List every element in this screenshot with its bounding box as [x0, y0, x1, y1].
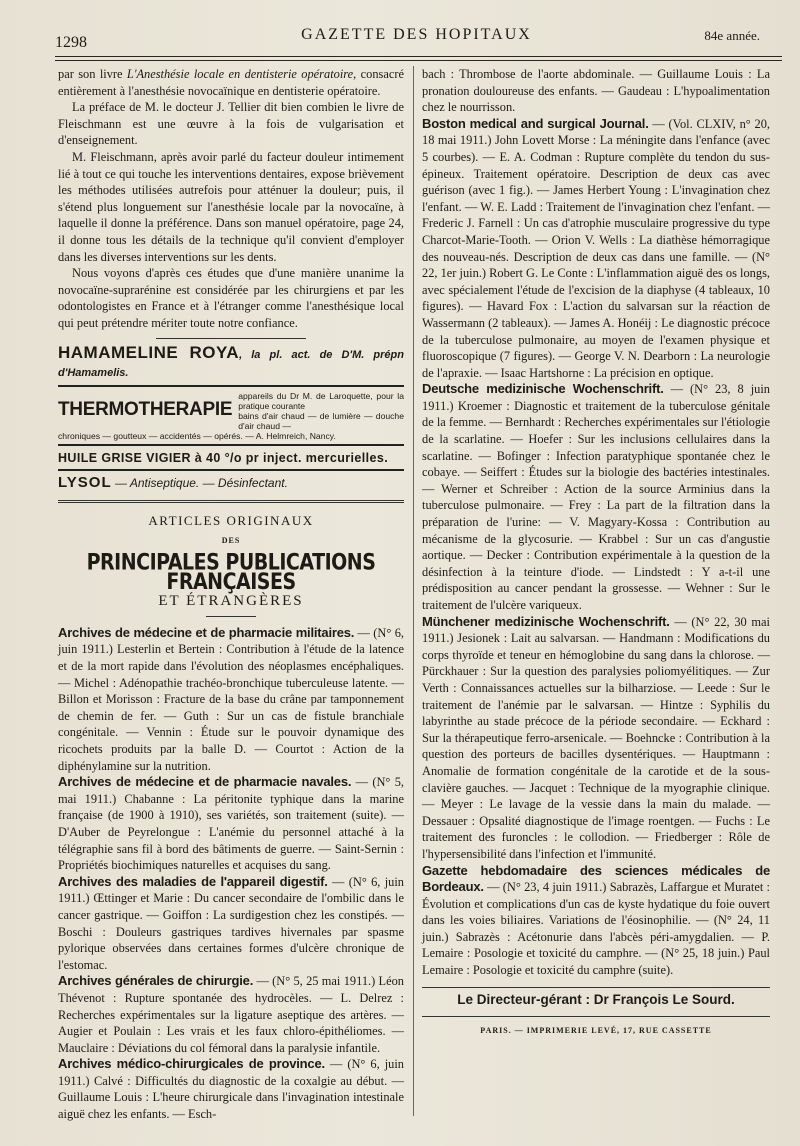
journal-entry-continued: bach : Thrombose de l'aorte abdominale. — Guillaume Louis : La pronation douloureuse des enfants. — Gaudeau : L'hypoalimentation chez le nourrisson. — [422, 67, 770, 115]
journal-entry: Münchener medizinische Wochenschrift. — (N° 22, 30 mai 1911.) Jesionek : Lait au salvarsan. — Handmann : Modifications du corps thyroïde et teneur en hémoglobine du sang dans la chlorose. — Pürckhauer : Sur la question des paralysies poliomyélitiques. — Zur Verth : Connaissances actuelles sur la bilharziose. — Leede : Sur le traitement de l'anémie par le salvarsan. — Hintze : Syphilis du labyrinthe au stade précoce de la période secondaire. — Eckhard : Sur la thérapeutique ferro-arsenicale. — Boehncke : Contribution à la question des porteurs de bacilles dysentériques. — Hauptmann : Anomalie de formation congénitale de la carotide et de la sous-clavière gauches. — Jacquet : Technique de la myographie clinique. — Meyer : Le lavage de la vessie dans la main du malade. — Dessauer : Opsalité diagnostique de l'image roentgen. — Fuchs : Le traitement des furoncles : le collodion. — Friedberger : Rôle de l'hypersensibilité dans l'infection et l'immunité. — [422, 613, 770, 861]
ad-rule — [58, 385, 404, 387]
journal-entry: Boston medical and surgical Journal. — (Vol. CLXIV, n° 20, 18 mai 1911.) John Lovett Morse : La méningite dans l'enfance (avec 5 courbes). — E. A. Codman : Rupture complète du tendon du sus-épineux. Traitement opératoire. Description de deux cas avec guérison (avec 1 fig.). — James Herbert Young : L'invagination chez l'enfant. — W. E. Ladd : Traitement de l'invagination chez l'enfant. — Frederic J. Farnell : Un cas d'atrophie musculaire progressive du type Charcot-Marie-Tooth. — Orion V. Wells : La diathèse hémorragique des nouveau-nés. Description de deux cas dans une famille. — (N° 22, 1er juin.) Robert G. Le Conte : L'inflammation aiguë des os longs, avec spécialement l'étude de l'excision de la diaphyse (4 tableaux, 10 figures). — Havard Fox : L'action du salvarsan sur la réaction de Wassermann (2 tableaux). — James A. Honéij : Le diagnostic précoce de la tuberculose pulmonaire, au moyen de l'examen physique et fluoroscopique (7 figures). — George V. N. Dearborn : La neurologie de l'apraxie. — Isaac Hartshorne : La précision en optique. — [422, 115, 770, 380]
journal-entry: Archives de médecine et de pharmacie navales. — (N° 5, mai 1911.) Chabanne : La péritonite typhique dans la marine française (de 1900 à 1910), ses variétés, son traitement (suite). — D'Auber de Peyrelongue : L'anémie du personnel attaché à la télégraphie sans fil à bord des bâtiments de guerre. — Saint-Sernin : Propriétés biochimiques naturelles et acquises du sang. — [58, 774, 404, 873]
column-divider — [413, 66, 414, 1116]
left-column — [58, 66, 404, 1123]
ad-hamameline: HAMAMELINE ROYA, la pl. act. de D'M. prépn d'Hamamelis. — [58, 342, 404, 380]
intro-paragraph-3: M. Fleischmann, après avoir parlé du facteur douleur intimement lié à tout ce qui touche les interventions dentaires, expose brièvement les méthodes utilisées autrefois pour atténuer la douleur; puis, il s'étend plus longuement sur l'anesthésie locale par la novocaïne, à laquelle il donne la préférence. Dans son manuel opératoire, page 24, il donne tous les détails de la technique qu'il convient d'employer dans les diverses interventions sur les dents. — [58, 149, 404, 264]
section-double-rule — [58, 500, 404, 503]
ad-rule-3 — [58, 469, 404, 471]
journal-entry: Gazette hebdomadaire des sciences médicales de Bordeaux. — (N° 23, 4 juin 1911.) Sabrazès, Laffargue et Muratet : Évolution et complications d'un cas de kyste hydatique du foie ouvert dans les voies biliaires. Variations de l'éosinophilie. — (N° 24, 11 juin.) Sabrazès : Acétonurie dans l'abcès péri-amygdalien. — P. Lemaire : Posologie et toxicité du camphre. — (N° 25, 18 juin.) Paul Lemaire : Posologie et toxicité du camphre (suite). — [422, 862, 770, 978]
journal-entry: Archives médico-chirurgicales de province. — (N° 6, juin 1911.) Calvé : Difficultés du diagnostic de la coxalgie au début. — Guillaume Louis : L'heure chirurgicale dans l'invagination intestinale aiguë chez les enfants. — Esch- — [58, 1056, 404, 1122]
intro-paragraph-4: Nous voyons d'après ces études que d'une manière unanime la novocaïne-suprarénine est considérée par les chirurgiens et par les odontologistes en France et à l'étranger comme l'anesthésique local qui peut prétendre mériter toute notre confiance. — [58, 266, 404, 330]
journal-entry: Archives de médecine et de pharmacie militaires. — (N° 6, juin 1911.) Lesterlin et Bertein : Contribution à l'étude de la latence et de la mort rapide dans l'évolution des néoplasmes encéphaliques. — Michel : Adénopathie trachéo-bronchique tuberculeuse latente. — Billon et Morisson : Fracture de la base du crâne par tamponnement de chemin de fer. — Guth : Sur un cas de fistule branchiale congénitale. — Vennin : Étude sur le pouvoir dynamique des ricochets produits par la balle D. — Courtot : Action de la diphénylamine sur la nutrition. — [58, 624, 404, 773]
section-heading-3: PRINCIPALES PUBLICATIONS FRANÇAISES — [86, 550, 376, 595]
footer-rule — [422, 987, 770, 988]
section-heading-2: DES — [221, 536, 241, 546]
intro-paragraph-1: par son livre L'Anesthésie locale en dentisterie opératoire, consacré entièrement à l'anesthésie novocaïnique en dentisterie opératoire. — [58, 67, 404, 98]
year-label: 84e année. — [704, 28, 760, 43]
section-heading-4: ET ÉTRANGÈRES — [158, 593, 304, 610]
footer-rule-2 — [422, 1016, 770, 1017]
section-short-rule — [206, 616, 256, 617]
gazette-title: GAZETTE DES HOPITAUX — [301, 26, 532, 43]
header-rule-bottom — [55, 60, 782, 61]
printer-imprint: PARIS. — IMPRIMERIE LEVÉ, 17, RUE CASSETTE — [480, 1026, 712, 1036]
section-heading-1: ARTICLES ORIGINAUX — [148, 512, 314, 528]
ad-lysol: LYSOL — Antiseptique. — Désinfectant. — [58, 474, 288, 492]
ad-thermotherapie-line-3: chroniques — goutteux — accidentés — opérés. — A. Helmreich, Nancy. — [58, 430, 336, 441]
right-column — [422, 66, 770, 1040]
header-rule-top — [55, 56, 782, 57]
ad-rule-2 — [58, 444, 404, 446]
ad-huile-grise: HUILE GRISE VIGIER à 40 °/o pr inject. mercurielles. — [58, 450, 389, 465]
ad-separator — [156, 338, 306, 339]
director-signature: Le Directeur-gérant : Dr François Le Sourd. — [457, 991, 735, 1007]
page-header — [55, 20, 778, 60]
page-number: 1298 — [55, 34, 87, 51]
ad-thermotherapie: THERMOTHERAPIE appareils du Dr M. de Laroquette, pour la pratique courante bains d'air chaud — de lumière — douche d'air chaud — — [58, 390, 404, 431]
journal-entry: Archives des maladies de l'appareil digestif. — (N° 6, juin 1911.) Œttinger et Marie : Du cancer secondaire de l'ombilic dans le cancer gastrique. — Goiffon : La surdigestion chez les constipés. — Boschi : Douleurs gastriques tardives hivernales par spasme pylorique observées dans certaines formes d'ulcère chronique de l'estomac. — [58, 873, 404, 972]
journal-entry: Deutsche medizinische Wochenschrift. — (N° 23, 8 juin 1911.) Kroemer : Diagnostic et traitement de la tuberculose génitale de la femme. — Bernhardt : Recherches expérimentales sur l'étiologie de la scarlatine. — Hoefer : Sur les inclusions cellulaires dans la scarlatine. — Bofinger : Infection paratyphique spontanée chez le cobaye. — Seiffert : Études sur la biologie des bactéries intestinales. — Werner et Schreiber : Action de la source Arminius dans la tuberculose pulmonaire. — Frey : La part de la filtration dans la préparation de l'urine: — V. Magyary-Kossa : Contribution au mécanisme de la glycosurie. — Krabbel : Sur un cas d'angustie aortique. — Decker : Contribution expérimentale à la question de la désinfection à la teinture d'iode. — Lindstedt : Y a-t-il une prédisposition au cancer pendant la grossesse. — Wehner : Sur le traitement de l'ulcère variqueux. — [422, 381, 770, 612]
journal-entry: Archives générales de chirurgie. — (N° 5, 25 mai 1911.) Léon Thévenot : Rupture spontanée des hydrocèles. — L. Delrez : Recherches expérimentales sur la ligature aseptique des artères. — Augier et Poulain : Les vrais et les faux chloro-épithéliomes. — Mauclaire : Déviations du col fémoral dans la paralysie infantile. — [58, 973, 405, 1055]
intro-paragraph-2: La préface de M. le docteur J. Tellier dit bien combien le livre de Fleischmann est une œuvre à la fois de vulgarisation et d'enseignement. — [58, 100, 404, 148]
